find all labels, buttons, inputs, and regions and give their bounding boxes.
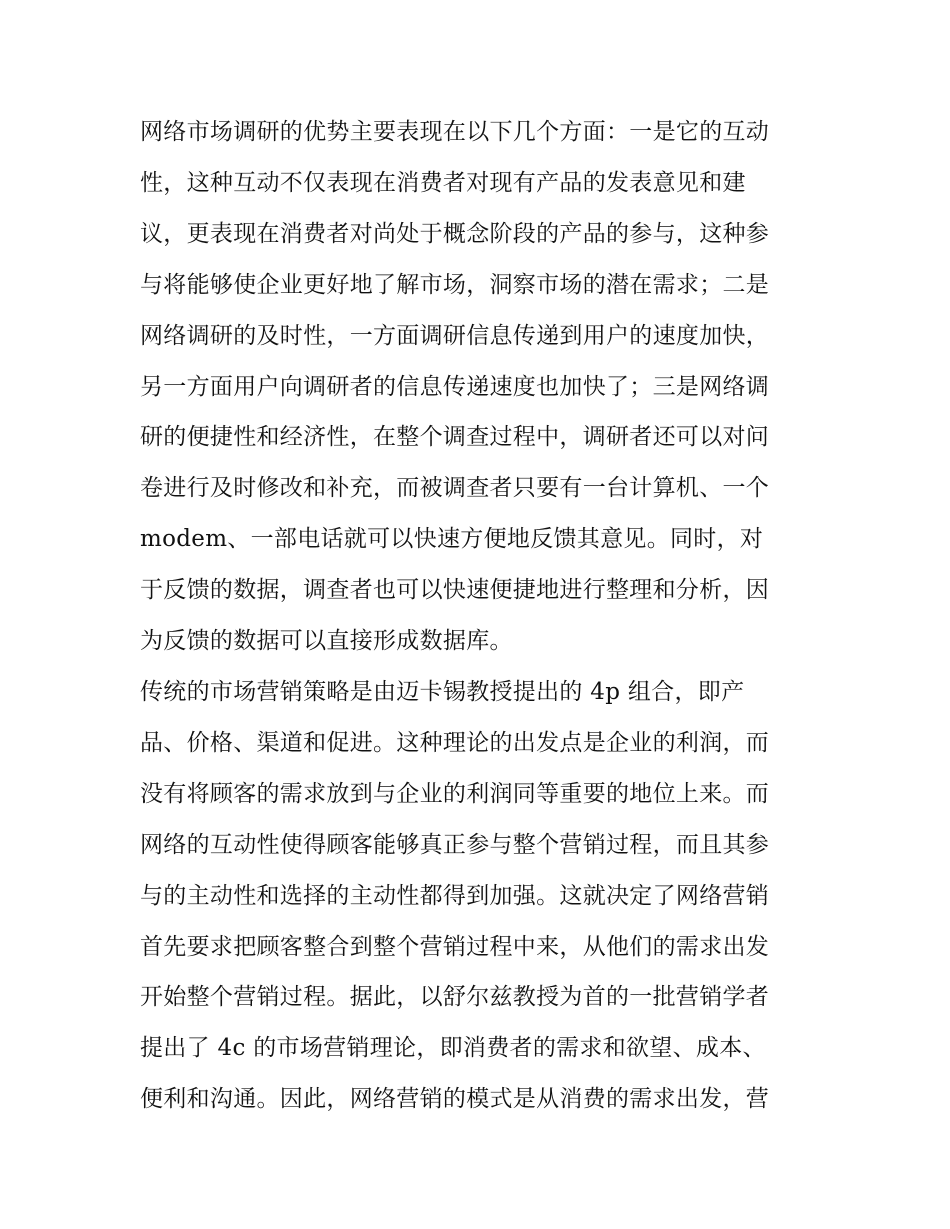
paragraph-marketing-strategy bbox=[140, 667, 812, 1125]
text-line: 另一方面用户向调研者的信息传递速度也加快了；三是网络调 bbox=[140, 373, 770, 400]
document-body bbox=[140, 107, 812, 1125]
text-line: 与将能够使企业更好地了解市场，洞察市场的潜在需求；二是 bbox=[140, 271, 770, 298]
text-line: 于反馈的数据，调查者也可以快速便捷地进行整理和分析，因 bbox=[140, 577, 770, 604]
text-line: 网络的互动性使得顾客能够真正参与整个营销过程，而且其参 bbox=[140, 831, 770, 858]
text-line: 品、价格、渠道和促进。这种理论的出发点是企业的利润，而 bbox=[140, 729, 770, 756]
text-line: 传统的市场营销策略是由迈卡锡教授提出的 4p 组合，即产 bbox=[140, 678, 745, 705]
text-line: 网络市场调研的优势主要表现在以下几个方面：一是它的互动 bbox=[140, 119, 770, 145]
text-line: 议，更表现在消费者对尚处于概念阶段的产品的参与，这种参 bbox=[140, 220, 770, 247]
text-line: 为反馈的数据可以直接形成数据库。 bbox=[140, 628, 513, 655]
text-line: 研的便捷性和经济性，在整个调查过程中，调研者还可以对问 bbox=[140, 424, 770, 451]
text-line: 网络调研的及时性，一方面调研信息传递到用户的速度加快， bbox=[140, 322, 770, 349]
text-line: 性，这种互动不仅表现在消费者对现有产品的发表意见和建 bbox=[140, 169, 746, 196]
text-line: 提出了 4c 的市场营销理论，即消费者的需求和欲望、成本、 bbox=[140, 1035, 766, 1062]
text-line: 开始整个营销过程。据此，以舒尔兹教授为首的一批营销学者 bbox=[140, 984, 770, 1011]
paragraph-online-research-advantages bbox=[140, 107, 812, 667]
text-line: modem、一部电话就可以快速方便地反馈其意见。同时，对 bbox=[140, 526, 764, 553]
text-line: 没有将顾客的需求放到与企业的利润同等重要的地位上来。而 bbox=[140, 780, 770, 807]
text-line: 与的主动性和选择的主动性都得到加强。这就决定了网络营销 bbox=[140, 882, 770, 909]
text-line: 便利和沟通。因此，网络营销的模式是从消费的需求出发，营 bbox=[140, 1086, 770, 1113]
text-line: 卷进行及时修改和补充，而被调查者只要有一台计算机、一个 bbox=[140, 475, 770, 502]
text-line: 首先要求把顾客整合到整个营销过程中来，从他们的需求出发 bbox=[140, 933, 770, 960]
